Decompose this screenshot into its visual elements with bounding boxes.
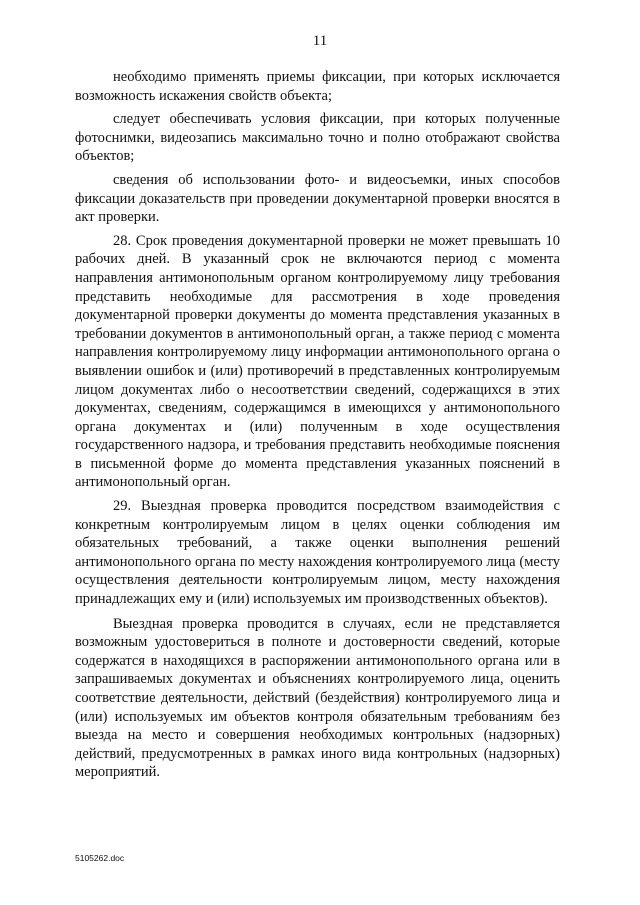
paragraph-item-29: 29. Выездная проверка проводится посредством взаимодействия с конкретным контролируемым лицом в целях оценки соблюдения им обязательных требований, а также оценки выполнения решений антимонопольного органа по месту нахождения контролируемого лица (месту осуществления деятельности контролируемым лицом, месту нахождения принадлежащих ему и (или) используемых им производственных объектов).	[75, 498, 560, 608]
paragraph-fixation-info: сведения об использовании фото- и видеосъемки, иных способов фиксации доказательств при проведении документарной проверки вносятся в акт проверки.	[75, 171, 560, 226]
paragraph-item-28: 28. Срок проведения документарной проверки не может превышать 10 рабочих дней. В указанный срок не включаются период с момента направления антимонопольным органом контролируемому лицу требования представить необходимые для рассмотрения в ходе проведения документарной проверки документы до момента представления указанных в требовании документов в антимонопольный орган, а также период с момента направления контролируемому лицу информации антимонопольного органа о выявлении ошибок и (или) противоречий в представленных контролируемым лицом документах либо о несоответствии сведений, содержащихся в этих документах, сведениям, содержащимся в имеющихся у антимонопольного органа документах и (или) полученным в ходе осуществления государственного надзора, и требования представить необходимые пояснения в письменной форме до момента представления указанных пояснений в антимонопольный орган.	[75, 232, 560, 491]
paragraph-onsite-inspection: Выездная проверка проводится в случаях, если не представляется возможным удостовериться в полноте и достоверности сведений, которые содержатся в находящихся в распоряжении антимонопольного органа или в запрашиваемых документах и объяснениях контролируемого лица, оценить соответствие деятельности, действий (бездействия) контролируемого лица и (или) используемых им объектов контроля обязательным требованиям без выезда на место и совершения необходимых контрольных (надзорных) действий, предусмотренных в рамках иного вида контрольных (надзорных) мероприятий.	[75, 615, 560, 781]
document-body	[75, 68, 560, 787]
paragraph-fixation-methods: необходимо применять приемы фиксации, при которых исключается возможность искажения свойств объекта;	[75, 69, 560, 104]
page-number: 11	[312, 33, 328, 49]
document-file-id: 5105262.doc	[75, 853, 125, 863]
paragraph-fixation-conditions: следует обеспечивать условия фиксации, при которых полученные фотоснимки, видеозапись максимально точно и полно отображают свойства объектов;	[75, 111, 560, 165]
